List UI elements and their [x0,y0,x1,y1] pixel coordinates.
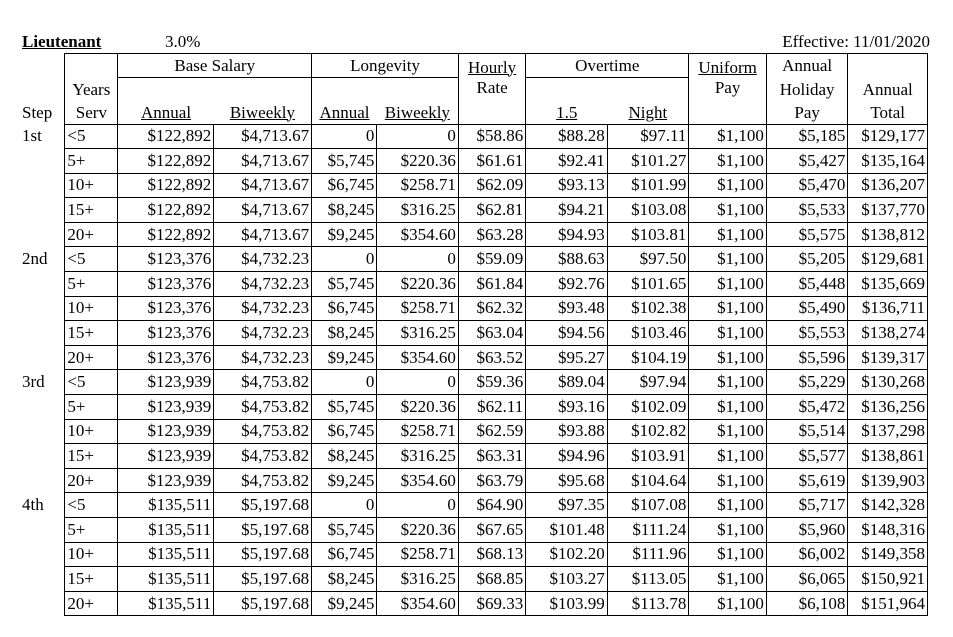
step-cell [20,198,65,223]
base-biweekly-cell: $4,753.82 [214,370,312,395]
long-annual-cell: $5,745 [312,395,377,420]
header-uniform-end [689,101,766,125]
base-annual-cell: $135,511 [118,591,214,616]
header-ot15: 1.5 [526,101,608,125]
step-cell [20,567,65,592]
annual-total-cell: $148,316 [848,518,928,543]
uniform-pay-cell: $1,100 [689,542,766,567]
annual-total-cell: $130,268 [848,370,928,395]
years-cell: 10+ [65,542,118,567]
uniform-pay-cell: $1,100 [689,149,766,174]
annual-total-cell: $129,177 [848,124,928,149]
salary-table [20,53,928,616]
base-biweekly-cell: $5,197.68 [214,493,312,518]
long-annual-cell: $5,745 [312,149,377,174]
header-years-top: Years [65,78,118,101]
ot-15-cell: $94.93 [526,222,608,247]
long-biweekly-cell: $316.25 [377,198,459,223]
step-cell [20,591,65,616]
ot-night-cell: $102.38 [607,296,689,321]
ot-night-cell: $103.46 [607,321,689,346]
annual-total-cell: $135,164 [848,149,928,174]
step-cell: 4th [22,495,44,515]
ot-night-cell: $101.99 [607,173,689,198]
years-cell: 5+ [65,395,118,420]
header-hourly-bottom: Rate [458,78,525,101]
hourly-rate-cell: $58.86 [458,124,525,149]
holiday-pay-cell: $5,533 [766,198,848,223]
holiday-pay-cell: $5,717 [766,493,848,518]
ot-15-cell: $102.20 [526,542,608,567]
step-cell [20,542,65,567]
base-annual-cell: $122,892 [118,198,214,223]
hourly-rate-cell: $61.61 [458,149,525,174]
years-cell: 15+ [65,198,118,223]
ot-night-cell: $103.81 [607,222,689,247]
annual-total-cell: $139,903 [848,468,928,493]
header-holiday-3: Pay [766,101,848,125]
ot-night-cell: $101.65 [607,272,689,297]
table-row [20,198,928,223]
years-cell: 5+ [65,149,118,174]
annual-total-cell: $136,207 [848,173,928,198]
step-cell [20,395,65,420]
step-cell [20,173,65,198]
table-row [20,591,928,616]
uniform-pay-cell: $1,100 [689,419,766,444]
annual-total-cell: $150,921 [848,567,928,592]
long-annual-cell: $5,745 [312,272,377,297]
base-annual-cell: $135,511 [118,567,214,592]
step-cell [20,444,65,469]
holiday-pay-cell: $5,427 [766,149,848,174]
table-row [20,444,928,469]
annual-total-cell: $135,669 [848,272,928,297]
hourly-rate-cell: $61.84 [458,272,525,297]
ot-night-cell: $113.05 [607,567,689,592]
step-cell [20,345,65,370]
header-night: Night [607,101,689,125]
ot-night-cell: $97.94 [607,370,689,395]
ot-night-cell: $97.11 [607,124,689,149]
holiday-pay-cell: $6,002 [766,542,848,567]
holiday-pay-cell: $5,619 [766,468,848,493]
long-biweekly-cell: $220.36 [377,272,459,297]
uniform-pay-cell: $1,100 [689,518,766,543]
long-annual-cell: $6,745 [312,173,377,198]
years-cell: 15+ [65,321,118,346]
long-annual-cell: $9,245 [312,591,377,616]
base-annual-cell: $123,376 [118,247,214,272]
long-biweekly-cell: $220.36 [377,395,459,420]
hourly-rate-cell: $62.59 [458,419,525,444]
step-cell [20,149,65,174]
holiday-pay-cell: $5,472 [766,395,848,420]
years-cell: 10+ [65,173,118,198]
base-biweekly-cell: $5,197.68 [214,542,312,567]
base-biweekly-cell: $4,732.23 [214,321,312,346]
uniform-pay-cell: $1,100 [689,345,766,370]
annual-total-cell: $137,298 [848,419,928,444]
base-annual-cell: $123,939 [118,444,214,469]
table-row [20,173,928,198]
ot-night-cell: $103.08 [607,198,689,223]
uniform-pay-cell: $1,100 [689,247,766,272]
step-cell [20,272,65,297]
long-annual-cell: 0 [312,493,377,518]
years-cell: 10+ [65,419,118,444]
header-uniform-bottom: Pay [689,78,766,101]
base-annual-cell: $135,511 [118,518,214,543]
ot-night-cell: $107.08 [607,493,689,518]
step-cell [20,321,65,346]
header-long-biweekly-blank [377,78,459,101]
header-base-salary: Base Salary [118,54,312,78]
holiday-pay-cell: $6,108 [766,591,848,616]
base-biweekly-cell: $4,713.67 [214,149,312,174]
header-biweekly-blank [214,78,312,101]
table-row [20,345,928,370]
base-biweekly-cell: $4,753.82 [214,395,312,420]
table-row [20,493,928,518]
ot-15-cell: $93.13 [526,173,608,198]
ot-15-cell: $88.28 [526,124,608,149]
ot-night-cell: $102.82 [607,419,689,444]
header-base-annual: Annual [118,101,214,125]
holiday-pay-cell: $5,514 [766,419,848,444]
ot-15-cell: $94.96 [526,444,608,469]
header-hourly-top: Hourly [458,54,525,78]
years-cell: 15+ [65,567,118,592]
annual-total-cell: $138,812 [848,222,928,247]
table-row [20,518,928,543]
header-base-biweekly: Biweekly [214,101,312,125]
header-total-top: Annual [848,78,928,101]
hourly-rate-cell: $68.85 [458,567,525,592]
header-long-biweekly: Biweekly [377,101,459,125]
years-cell: 20+ [65,591,118,616]
header-blank-2 [20,78,65,101]
header-annual-blank [118,78,214,101]
ot-15-cell: $88.63 [526,247,608,272]
long-annual-cell: $9,245 [312,345,377,370]
uniform-pay-cell: $1,100 [689,444,766,469]
table-row [20,247,928,272]
base-biweekly-cell: $5,197.68 [214,591,312,616]
hourly-rate-cell: $62.81 [458,198,525,223]
years-cell: 10+ [65,296,118,321]
header-long-annual-blank [312,78,377,101]
long-annual-cell: $8,245 [312,567,377,592]
table-row [20,296,928,321]
step-cell: 2nd [22,249,48,269]
hourly-rate-cell: $64.90 [458,493,525,518]
header-hourly-end [458,101,525,125]
years-cell: 15+ [65,444,118,469]
ot-15-cell: $103.27 [526,567,608,592]
table-row [20,222,928,247]
table-row [20,542,928,567]
holiday-pay-cell: $5,577 [766,444,848,469]
step-cell [20,222,65,247]
ot-15-cell: $92.76 [526,272,608,297]
ot-15-cell: $95.27 [526,345,608,370]
uniform-pay-cell: $1,100 [689,567,766,592]
hourly-rate-cell: $63.52 [458,345,525,370]
ot-15-cell: $93.88 [526,419,608,444]
long-biweekly-cell: $354.60 [377,591,459,616]
annual-total-cell: $138,274 [848,321,928,346]
table-row [20,124,928,149]
hourly-rate-cell: $67.65 [458,518,525,543]
header-overtime: Overtime [526,54,689,78]
uniform-pay-cell: $1,100 [689,395,766,420]
step-cell [20,468,65,493]
base-biweekly-cell: $4,713.67 [214,222,312,247]
hourly-rate-cell: $63.04 [458,321,525,346]
holiday-pay-cell: $5,575 [766,222,848,247]
uniform-pay-cell: $1,100 [689,321,766,346]
step-cell: 3rd [22,372,45,392]
long-annual-cell: $6,745 [312,296,377,321]
base-biweekly-cell: $4,713.67 [214,173,312,198]
hourly-rate-cell: $62.11 [458,395,525,420]
hourly-rate-cell: $62.09 [458,173,525,198]
table-row [20,321,928,346]
raise-percent: 3.0% [165,32,201,51]
base-biweekly-cell: $4,753.82 [214,419,312,444]
base-annual-cell: $135,511 [118,493,214,518]
step-cell [20,419,65,444]
years-cell: 20+ [65,222,118,247]
ot-15-cell: $92.41 [526,149,608,174]
hourly-rate-cell: $69.33 [458,591,525,616]
uniform-pay-cell: $1,100 [689,124,766,149]
base-biweekly-cell: $5,197.68 [214,567,312,592]
long-annual-cell: 0 [312,370,377,395]
holiday-pay-cell: $5,205 [766,247,848,272]
years-cell: <5 [65,247,118,272]
years-cell: <5 [65,493,118,518]
ot-night-cell: $102.09 [607,395,689,420]
header-night-blank [607,78,689,101]
base-annual-cell: $122,892 [118,173,214,198]
salary-schedule [20,30,930,616]
header-total-bottom: Total [848,101,928,125]
header-holiday-2: Holiday [766,78,848,101]
annual-total-cell: $129,681 [848,247,928,272]
ot-15-cell: $89.04 [526,370,608,395]
base-biweekly-cell: $4,732.23 [214,296,312,321]
header-blank [20,54,65,78]
long-biweekly-cell: $220.36 [377,518,459,543]
base-biweekly-cell: $4,732.23 [214,247,312,272]
long-biweekly-cell: $258.71 [377,296,459,321]
base-annual-cell: $135,511 [118,542,214,567]
long-annual-cell: 0 [312,247,377,272]
long-annual-cell: $5,745 [312,518,377,543]
step-cell [20,518,65,543]
long-biweekly-cell: $354.60 [377,468,459,493]
ot-night-cell: $103.91 [607,444,689,469]
table-row [20,272,928,297]
step-cell: 1st [22,126,42,146]
base-annual-cell: $123,939 [118,370,214,395]
ot-night-cell: $104.19 [607,345,689,370]
base-biweekly-cell: $4,732.23 [214,272,312,297]
long-biweekly-cell: $316.25 [377,567,459,592]
base-annual-cell: $123,376 [118,296,214,321]
holiday-pay-cell: $5,448 [766,272,848,297]
long-biweekly-cell: $258.71 [377,419,459,444]
long-annual-cell: $9,245 [312,468,377,493]
hourly-rate-cell: $59.36 [458,370,525,395]
long-biweekly-cell: $354.60 [377,222,459,247]
long-annual-cell: $8,245 [312,198,377,223]
years-cell: 5+ [65,272,118,297]
header-long-annual: Annual [312,101,377,125]
holiday-pay-cell: $5,553 [766,321,848,346]
annual-total-cell: $142,328 [848,493,928,518]
annual-total-cell: $149,358 [848,542,928,567]
years-cell: 5+ [65,518,118,543]
ot-night-cell: $97.50 [607,247,689,272]
hourly-rate-cell: $62.32 [458,296,525,321]
holiday-pay-cell: $5,470 [766,173,848,198]
uniform-pay-cell: $1,100 [689,591,766,616]
header-step: Step [22,102,53,122]
holiday-pay-cell: $5,185 [766,124,848,149]
base-annual-cell: $123,939 [118,395,214,420]
holiday-pay-cell: $5,960 [766,518,848,543]
table-row [20,567,928,592]
annual-total-cell: $137,770 [848,198,928,223]
uniform-pay-cell: $1,100 [689,198,766,223]
years-cell: 20+ [65,468,118,493]
hourly-rate-cell: $63.31 [458,444,525,469]
table-row [20,468,928,493]
long-biweekly-cell: $258.71 [377,542,459,567]
long-biweekly-cell: $220.36 [377,149,459,174]
annual-total-cell: $151,964 [848,591,928,616]
ot-15-cell: $101.48 [526,518,608,543]
long-biweekly-cell: 0 [377,247,459,272]
long-annual-cell: $6,745 [312,542,377,567]
annual-total-cell: $136,711 [848,296,928,321]
hourly-rate-cell: $59.09 [458,247,525,272]
ot-night-cell: $111.24 [607,518,689,543]
table-row [20,395,928,420]
base-annual-cell: $122,892 [118,222,214,247]
long-biweekly-cell: $316.25 [377,321,459,346]
table-row [20,370,928,395]
header-uniform-top: Uniform [689,54,766,78]
base-annual-cell: $122,892 [118,149,214,174]
step-cell [20,296,65,321]
uniform-pay-cell: $1,100 [689,468,766,493]
years-cell: <5 [65,124,118,149]
uniform-pay-cell: $1,100 [689,493,766,518]
long-biweekly-cell: 0 [377,124,459,149]
long-biweekly-cell: $316.25 [377,444,459,469]
long-annual-cell: $9,245 [312,222,377,247]
effective-date: Effective: 11/01/2020 [782,32,930,51]
base-biweekly-cell: $4,713.67 [214,124,312,149]
ot-night-cell: $111.96 [607,542,689,567]
header-ot15-blank [526,78,608,101]
long-annual-cell: $8,245 [312,321,377,346]
header-total-blank [848,54,928,78]
uniform-pay-cell: $1,100 [689,296,766,321]
table-row [20,419,928,444]
ot-15-cell: $94.21 [526,198,608,223]
base-annual-cell: $122,892 [118,124,214,149]
ot-night-cell: $104.64 [607,468,689,493]
base-annual-cell: $123,939 [118,419,214,444]
long-biweekly-cell: 0 [377,493,459,518]
long-biweekly-cell: $258.71 [377,173,459,198]
ot-15-cell: $95.68 [526,468,608,493]
base-biweekly-cell: $5,197.68 [214,518,312,543]
holiday-pay-cell: $6,065 [766,567,848,592]
long-annual-cell: $6,745 [312,419,377,444]
base-annual-cell: $123,376 [118,321,214,346]
base-annual-cell: $123,376 [118,345,214,370]
ot-night-cell: $113.78 [607,591,689,616]
header-years-bottom: Serv [65,101,118,125]
holiday-pay-cell: $5,596 [766,345,848,370]
ot-15-cell: $94.56 [526,321,608,346]
years-cell: <5 [65,370,118,395]
uniform-pay-cell: $1,100 [689,222,766,247]
base-biweekly-cell: $4,732.23 [214,345,312,370]
long-biweekly-cell: 0 [377,370,459,395]
header-longevity: Longevity [312,54,459,78]
table-row [20,149,928,174]
ot-15-cell: $93.16 [526,395,608,420]
annual-total-cell: $136,256 [848,395,928,420]
annual-total-cell: $139,317 [848,345,928,370]
ot-15-cell: $97.35 [526,493,608,518]
uniform-pay-cell: $1,100 [689,173,766,198]
base-annual-cell: $123,939 [118,468,214,493]
hourly-rate-cell: $63.79 [458,468,525,493]
rank-title: Lieutenant [22,32,102,51]
holiday-pay-cell: $5,490 [766,296,848,321]
ot-night-cell: $101.27 [607,149,689,174]
uniform-pay-cell: $1,100 [689,272,766,297]
years-cell: 20+ [65,345,118,370]
header-years-top-blank [65,54,118,78]
header-holiday-1: Annual [766,54,848,78]
long-annual-cell: 0 [312,124,377,149]
title-bar [20,30,930,53]
holiday-pay-cell: $5,229 [766,370,848,395]
ot-15-cell: $103.99 [526,591,608,616]
ot-15-cell: $93.48 [526,296,608,321]
base-annual-cell: $123,376 [118,272,214,297]
base-biweekly-cell: $4,753.82 [214,444,312,469]
hourly-rate-cell: $63.28 [458,222,525,247]
base-biweekly-cell: $4,713.67 [214,198,312,223]
base-biweekly-cell: $4,753.82 [214,468,312,493]
hourly-rate-cell: $68.13 [458,542,525,567]
uniform-pay-cell: $1,100 [689,370,766,395]
long-annual-cell: $8,245 [312,444,377,469]
long-biweekly-cell: $354.60 [377,345,459,370]
annual-total-cell: $138,861 [848,444,928,469]
